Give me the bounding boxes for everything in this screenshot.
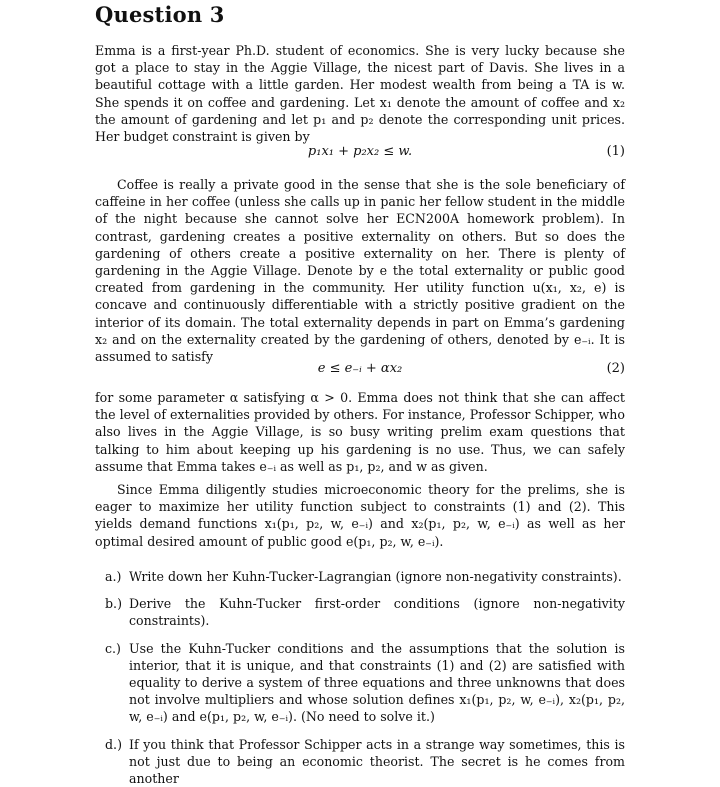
paragraph-intro: Emma is a first-year Ph.D. student of economics. She is very lucky because she got a place to stay in the Aggie Village, the nicest part of Davis. She lives in a beautiful cottage with a little garden. Her modest wealth from being a TA is w. She spends it on coffee and gardening. Let x₁ denote the amount of coffee and x₂ the amount of gardening and let p₁ and p₂ denote the corresponding unit prices. Her budget constraint is given by	[95, 43, 625, 145]
item-text: Derive the Kuhn-Tucker first-order conditions (ignore non-negativity constraints).	[129, 596, 625, 629]
equation-1-expression: p₁x₁ + p₂x₂ ≤ w.	[307, 144, 413, 159]
question-item-b	[95, 595, 625, 629]
question-item-a	[95, 568, 625, 585]
item-text: Write down her Kuhn-Tucker-Lagrangian (ignore non-negativity constraints).	[129, 569, 622, 584]
equation-2-expression: e ≤ e₋ᵢ + αx₂	[317, 361, 403, 376]
paragraph-parameter: for some parameter α satisfying α > 0. Emma does not think that she can affect the level of externalities provided by others. For instance, Professor Schipper, who also lives in the Aggie Village, is so busy writing prelim exam questions that talking to him about keeping up his gardening is no use. Thus, we can safely assume that Emma takes e₋ᵢ as well as p₁, p₂, and w as given.	[95, 390, 625, 474]
equation-2	[95, 361, 625, 379]
item-label: b.)	[105, 596, 122, 612]
item-text: If you think that Professor Schipper acts in a strange way sometimes, this is not just due to being an economic theorist. The secret is he comes from another	[129, 736, 625, 787]
item-text: Use the Kuhn-Tucker conditions and the assumptions that the solution is interior, that it is unique, and that constraints (1) and (2) are satisfied with equality to derive a system of three equations and three unknowns that does not involve multipliers and whose solution defines x₁(p₁, p₂, w, e₋ᵢ), x₂(p₁, p₂, w, e₋ᵢ) and e(p₁, p₂, w, e₋ᵢ). (No need to solve it.)	[129, 640, 625, 725]
item-label: d.)	[105, 736, 122, 752]
item-label: c.)	[105, 640, 121, 656]
question-heading: Question 3	[95, 2, 225, 27]
equation-1	[95, 144, 625, 162]
question-list	[95, 568, 625, 787]
question-item-c	[95, 640, 625, 726]
paragraph-externality: Coffee is really a private good in the sense that she is the sole beneficiary of caffeine in her coffee (unless she calls up in panic her fellow student in the middle of the night because she cannot solve her ECN200A homework problem). In contrast, gardening creates a positive externality on others. But so does the gardening of others create a positive externality on her. There is plenty of gardening in the Aggie Village. Denote by e the total externality or public good created from gardening in the community. Her utility function u(x₁, x₂, e) is concave and continuously differentiable with a strictly positive gradient on the interior of its domain. The total externality depends in part on Emma’s gardening x₂ and on the externality created by the gardening of others, denoted by e₋ᵢ. It is assumed to satisfy	[95, 177, 625, 365]
equation-1-number: (1)	[606, 144, 625, 159]
question-item-d	[95, 736, 625, 787]
paragraph-maximize: Since Emma diligently studies microeconomic theory for the prelims, she is eager to maximize her utility function subject to constraints (1) and (2). This yields demand functions x₁(p₁, p₂, w, e₋ᵢ) and x₂(p₁, p₂, w, e₋ᵢ) as well as her optimal desired amount of public good e(p₁, p₂, w, e₋ᵢ).	[95, 482, 625, 549]
item-label: a.)	[105, 569, 122, 584]
equation-2-number: (2)	[606, 361, 625, 376]
